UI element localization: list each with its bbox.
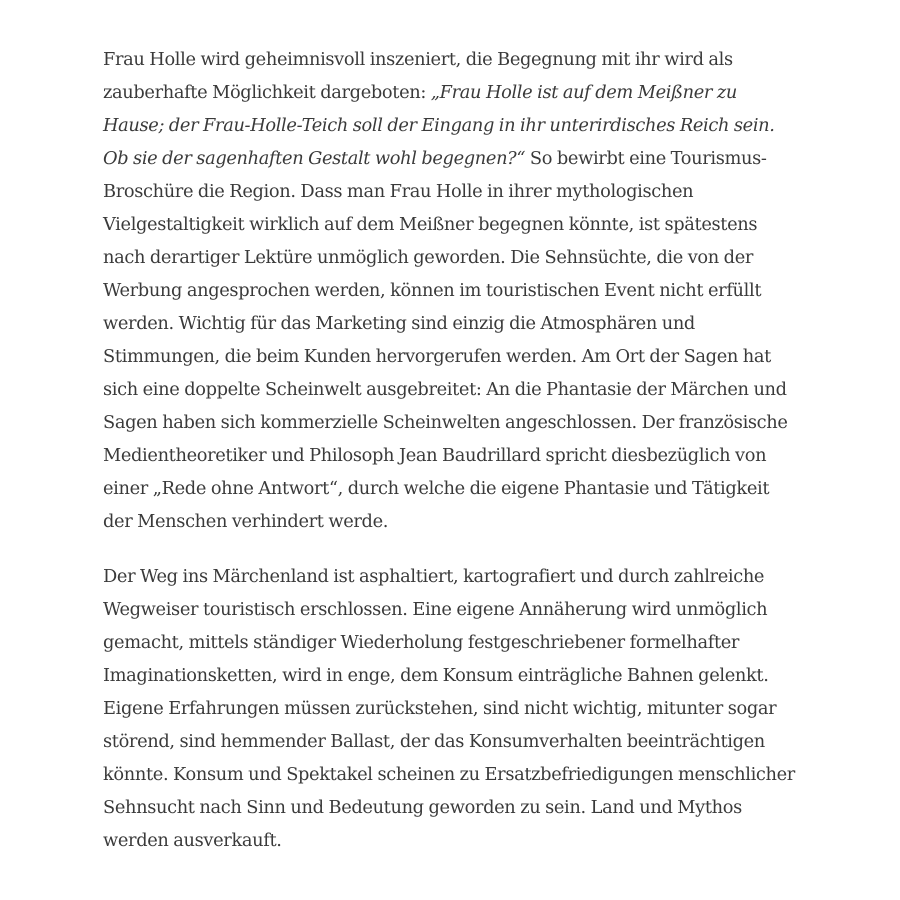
paragraph-1-body: So bewirbt eine Tourismus-Broschüre die Region. Dass man Frau Holle in ihrer mythologischen Vielgestaltigkeit wirklich auf dem Meißner begegnen könnte, ist spätestens nach derartiger Lektüre unmöglich geworden. Die Sehnsüchte, die von der Werbung angesprochen werden, können im touristischen Event nicht erfüllt werden. Wichtig für das Marketing sind einzig die Atmosphären und Stimmungen, die beim Kunden hervorgerufen werden. Am Ort der Sagen hat sich eine doppelte Scheinwelt ausgebreitet: An die Phantasie der Märchen und Sagen haben sich kommerzielle Scheinwelten angeschlossen. Der französische Medientheoretiker und Philosoph Jean Baudrillard spricht diesbezüglich von einer „Rede ohne Antwort“, durch welche die eigene Phantasie und Tätigkeit der Menschen verhindert werde. — [103, 148, 788, 532]
paragraph-2: Der Weg ins Märchenland ist asphaltiert, kartografiert und durch zahlreiche Wegweiser touristisch erschlossen. Eine eigene Annäherung wird unmöglich gemacht, mittels ständiger Wiederholung festgeschriebener formelhafter Imaginationsketten, wird in enge, dem Konsum einträgliche Bahnen gelenkt. Eigene Erfahrungen müssen zurückstehen, sind nicht wichtig, mitunter sogar störend, sind hemmender Ballast, der das Konsumverhalten beeinträchtigen könnte. Konsum und Spektakel scheinen zu Ersatzbefriedigungen menschlicher Sehnsucht nach Sinn und Bedeutung geworden zu sein. Land und Mythos werden ausverkauft. — [103, 566, 795, 851]
paragraph-1 — [103, 43, 802, 538]
paragraph-1-intro: Frau Holle wird geheimnisvoll inszeniert, die Begegnung mit ihr wird als zauberhafte Möglichkeit dargeboten: — [103, 49, 733, 103]
brochure-quote: „Frau Holle ist auf dem Meißner zu Hause; der Frau-Holle-Teich soll der Eingang in ihr unterirdisches Reich sein. Ob sie der sagenhaften Gestalt wohl begegnen?“ — [103, 82, 775, 169]
